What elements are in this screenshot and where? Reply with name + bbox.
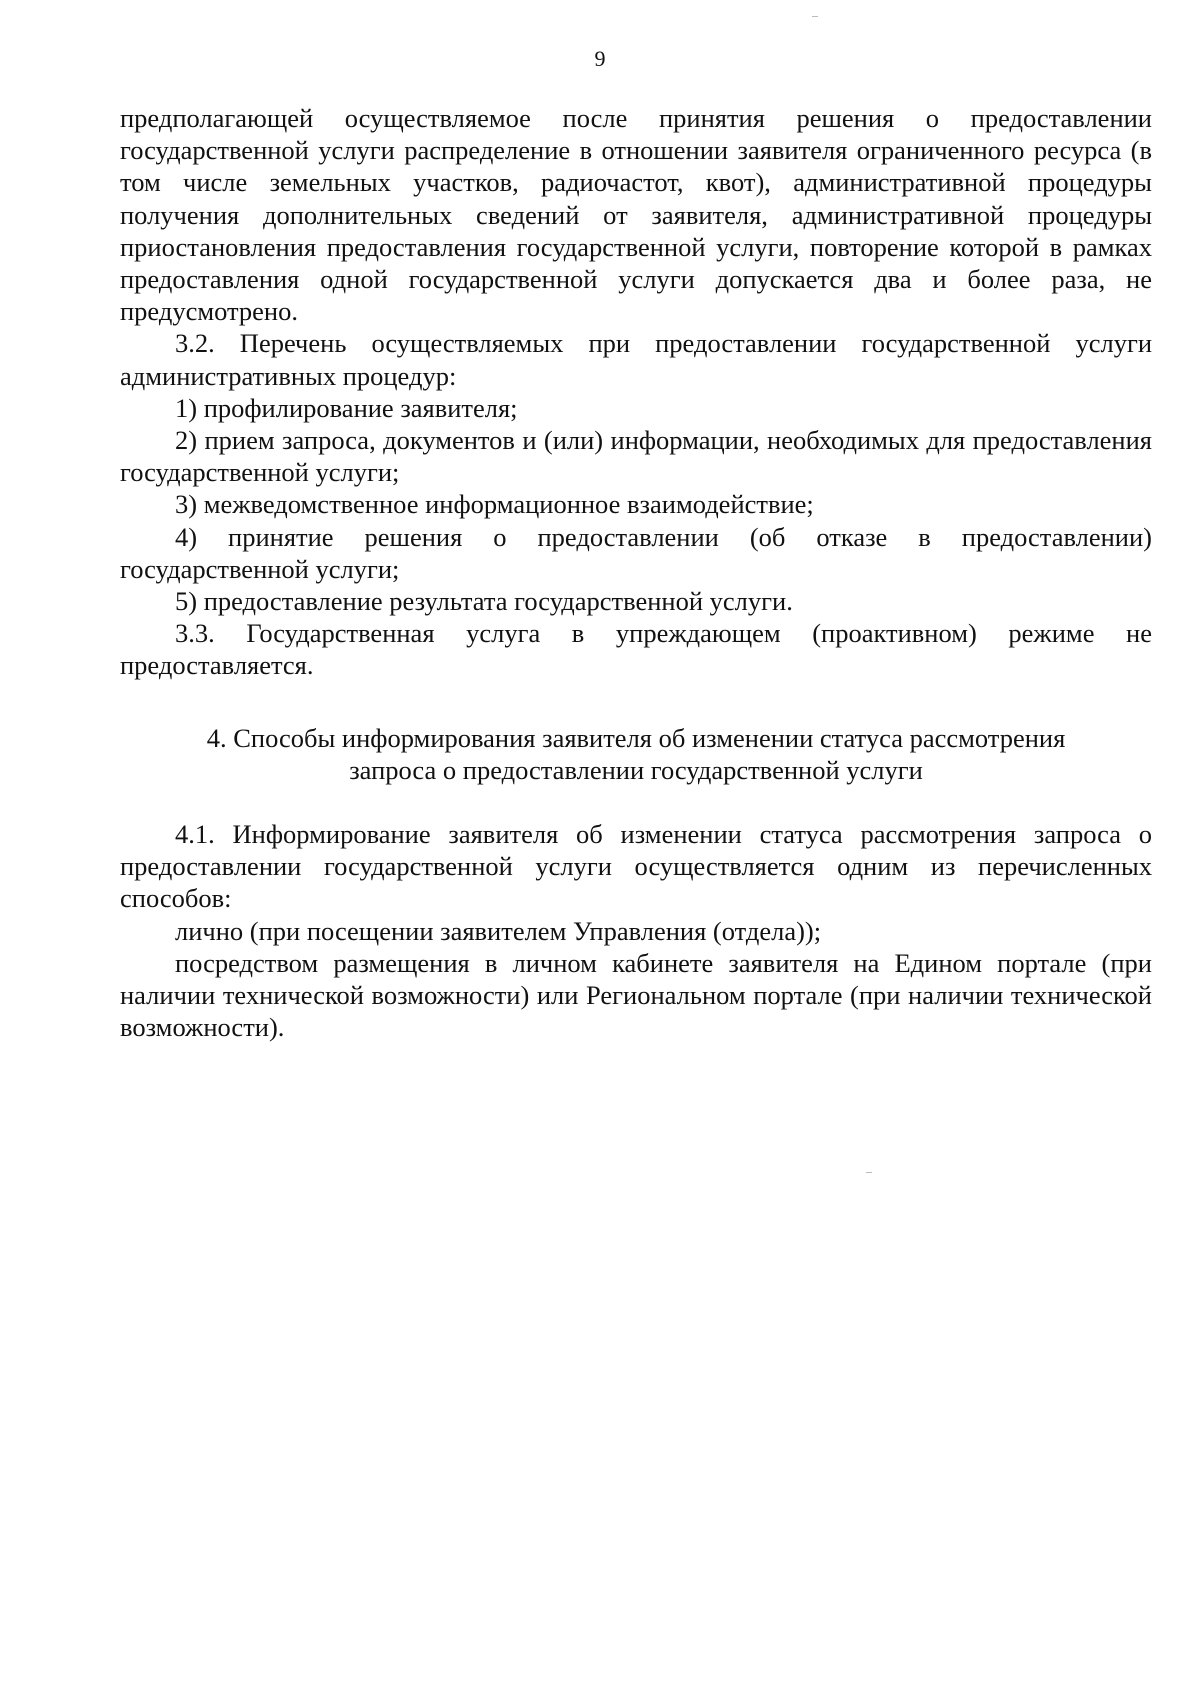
paragraph-4-1: 4.1. Информирование заявителя об изменении статуса рассмотрения запроса о предоставлении государственной услуги осуществляется одним из перечисленных способов:: [120, 819, 1152, 914]
list-item-4: 4) принятие решения о предоставлении (об отказе в предоставлении) государственной услуги;: [120, 521, 1152, 584]
paragraph-continuation: предполагающей осуществляемое после принятия решения о предоставлении государственной услуги распределение в отношении заявителя ограниченного ресурса (в том числе земельных участков, радиочастот, квот), административной процедуры получения дополнительных сведений от заявителя, административной процедуры приостановления предоставления государственной услуги, повторение которой в рамках предоставления одной государственной услуги допускается два и более раза, не предусмотрено.: [120, 103, 1152, 327]
section-heading: 4. Способы информирования заявителя об изменении статуса рассмотрения запроса о предоставлении государственной услуги: [206, 722, 1066, 785]
spacer: [120, 786, 1152, 818]
method-portal: посредством размещения в личном кабинете заявителя на Едином портале (при наличии технической возможности) или Региональном портале (при наличии технической возможности).: [120, 947, 1152, 1043]
scan-speck: [866, 1172, 872, 1173]
list-item-1: 1) профилирование заявителя;: [175, 392, 518, 423]
list-item-2: 2) прием запроса, документов и (или) информации, необходимых для предоставления государственной услуги;: [120, 425, 1152, 488]
spacer: [120, 682, 1152, 722]
list-item-5: 5) предоставление результата государственной услуги.: [175, 586, 793, 617]
method-personal: лично (при посещении заявителем Управления (отдела));: [175, 915, 822, 946]
list-item-3: 3) межведомственное информационное взаимодействие;: [175, 489, 814, 520]
page-number: 9: [594, 46, 606, 71]
paragraph-3-3: 3.3. Государственная услуга в упреждающем (проактивном) режиме не предоставляется.: [120, 618, 1152, 681]
scan-speck: [812, 16, 818, 17]
paragraph-3-2: 3.2. Перечень осуществляемых при предоставлении государственной услуги административных процедур:: [120, 328, 1152, 391]
document-body: [120, 102, 1152, 1043]
